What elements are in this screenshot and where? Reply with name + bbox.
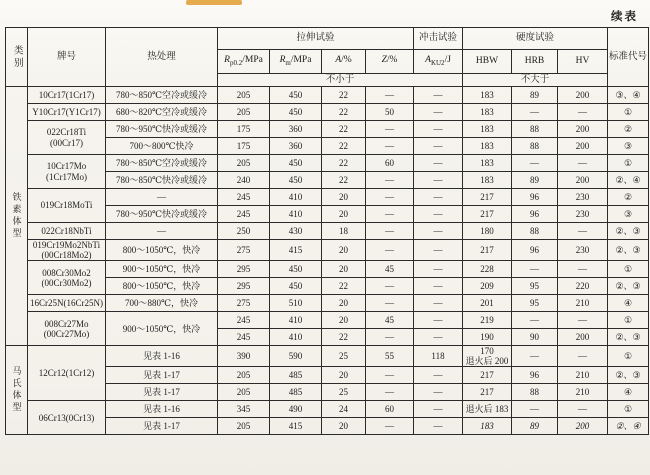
table-header — [6, 28, 649, 87]
standard-code-value: ② — [608, 189, 649, 206]
rm-value: 450 — [270, 172, 322, 189]
heat-treatment-cell: 见表 1-17 — [106, 418, 218, 435]
standard-code-value: ① — [608, 155, 649, 172]
impact-energy-value: — — [414, 261, 463, 278]
hbw-value: 170 退火后 200 — [463, 346, 512, 367]
standard-code-value: ②、③ — [608, 278, 649, 295]
standard-code-value: ① — [608, 104, 649, 121]
elongation-value: 22 — [322, 87, 366, 104]
hv-value: 210 — [558, 367, 608, 384]
heat-treatment-cell: 见表 1-17 — [106, 367, 218, 384]
heat-treatment-cell: 780～850℃空冷或缓冷 — [106, 87, 218, 104]
elongation-value: 20 — [322, 261, 366, 278]
reduction-value: — — [366, 329, 414, 346]
rp02-value: 205 — [218, 155, 270, 172]
hrb-value: — — [512, 155, 558, 172]
heat-treatment-cell: 780～950℃快冷或缓冷 — [106, 121, 218, 138]
elongation-value: 20 — [322, 312, 366, 329]
hrb-value: 96 — [512, 240, 558, 261]
rm-value: 415 — [270, 418, 322, 435]
grade-cell: 12Cr12(1Cr12) — [28, 346, 106, 401]
rp02-value: 390 — [218, 346, 270, 367]
rm-value: 590 — [270, 346, 322, 367]
heat-treatment-cell: 700～800℃快冷 — [106, 138, 218, 155]
rp02-value: 345 — [218, 401, 270, 418]
rm-value: 410 — [270, 312, 322, 329]
hrb-value: 95 — [512, 295, 558, 312]
impact-energy-value: — — [414, 329, 463, 346]
elongation-value: 20 — [322, 367, 366, 384]
hrb-value: — — [512, 401, 558, 418]
impact-energy-value: — — [414, 367, 463, 384]
impact-energy-value: — — [414, 172, 463, 189]
hv-value: 230 — [558, 206, 608, 223]
highlight-smudge — [186, 0, 242, 5]
rm-value: 360 — [270, 121, 322, 138]
impact-energy-value: — — [414, 401, 463, 418]
standard-code-value: ②、③ — [608, 240, 649, 261]
hrb-value: 88 — [512, 384, 558, 401]
elongation-value: 22 — [322, 172, 366, 189]
elongation-column-header: A/% — [322, 50, 366, 74]
hrb-value: — — [512, 346, 558, 367]
rm-value: 485 — [270, 384, 322, 401]
reduction-column-header: Z/% — [366, 50, 414, 74]
hrb-value: 96 — [512, 189, 558, 206]
impact-energy-value: 118 — [414, 346, 463, 367]
hrb-value: 96 — [512, 206, 558, 223]
standard-code-value: ②、③ — [608, 223, 649, 240]
hv-value: — — [558, 223, 608, 240]
elongation-value: 20 — [322, 189, 366, 206]
rp02-value: 240 — [218, 172, 270, 189]
hv-value: 200 — [558, 87, 608, 104]
hbw-value: 183 — [463, 87, 512, 104]
grade-cell: 06Cr13(0Cr13) — [28, 401, 106, 435]
standard-code-value: ②、③ — [608, 367, 649, 384]
elongation-value: 18 — [322, 223, 366, 240]
heat-treatment-cell: 780～850℃空冷或缓冷 — [106, 155, 218, 172]
grade-cell: 019Cr18MoTi — [28, 189, 106, 223]
tensile-test-header: 拉伸试验 — [218, 28, 414, 50]
hbw-value: 217 — [463, 206, 512, 223]
table-row — [6, 295, 649, 312]
hbw-value: 228 — [463, 261, 512, 278]
hrb-value: — — [512, 104, 558, 121]
rp02-column-header: $R_{p0.2}$/MPa — [218, 50, 270, 74]
hrb-value: — — [512, 261, 558, 278]
table-row — [6, 104, 649, 121]
impact-energy-value: — — [414, 87, 463, 104]
grade-cell: 16Cr25N(16Cr25N) — [28, 295, 106, 312]
reduction-value: — — [366, 172, 414, 189]
impact-energy-value: — — [414, 295, 463, 312]
not-less-than-label: 不小于 — [218, 74, 463, 87]
heat-treatment-cell: 680～820℃空冷或缓冷 — [106, 104, 218, 121]
hbw-value: 183 — [463, 138, 512, 155]
hv-value: 230 — [558, 189, 608, 206]
heat-treatment-cell: 900～1050℃，快冷 — [106, 312, 218, 346]
heat-treatment-cell: — — [106, 223, 218, 240]
rm-value: 450 — [270, 87, 322, 104]
hv-value: — — [558, 346, 608, 367]
hbw-value: 190 — [463, 329, 512, 346]
category-cell: 铁素体型 — [6, 87, 28, 346]
reduction-value: — — [366, 189, 414, 206]
hbw-value: 180 — [463, 223, 512, 240]
hv-value: 210 — [558, 295, 608, 312]
rm-value: 450 — [270, 155, 322, 172]
rp02-value: 175 — [218, 138, 270, 155]
reduction-value: — — [366, 418, 414, 435]
heat-treatment-cell: 700～880℃，快冷 — [106, 295, 218, 312]
table-row — [6, 401, 649, 418]
impact-energy-value: — — [414, 384, 463, 401]
hbw-value: 209 — [463, 278, 512, 295]
elongation-value: 22 — [322, 155, 366, 172]
standard-code-value: ① — [608, 261, 649, 278]
impact-energy-value: — — [414, 189, 463, 206]
elongation-value: 20 — [322, 206, 366, 223]
impact-test-header: 冲击试验 — [414, 28, 463, 50]
elongation-value: 22 — [322, 138, 366, 155]
rm-value: 415 — [270, 240, 322, 261]
rp02-value: 275 — [218, 295, 270, 312]
table-row — [6, 223, 649, 240]
reduction-value: 45 — [366, 312, 414, 329]
reduction-value: — — [366, 384, 414, 401]
hrb-value: 88 — [512, 121, 558, 138]
reduction-value: — — [366, 121, 414, 138]
hv-value: — — [558, 261, 608, 278]
standard-code-value: ③ — [608, 138, 649, 155]
standard-code-value: ②、④ — [608, 418, 649, 435]
elongation-value: 25 — [322, 346, 366, 367]
rp02-value: 205 — [218, 418, 270, 435]
reduction-value: — — [366, 367, 414, 384]
rp02-value: 275 — [218, 240, 270, 261]
category-cell: 马氏体型 — [6, 346, 28, 435]
standard-code-value: ① — [608, 401, 649, 418]
rm-value: 450 — [270, 104, 322, 121]
hv-value: 200 — [558, 329, 608, 346]
hrb-value: 88 — [512, 223, 558, 240]
reduction-value: — — [366, 223, 414, 240]
hv-value: 200 — [558, 138, 608, 155]
elongation-value: 22 — [322, 278, 366, 295]
table-row — [6, 240, 649, 261]
hbw-value: 退火后 183 — [463, 401, 512, 418]
heat-treatment-cell: 800～1050℃，快冷 — [106, 240, 218, 261]
rm-value: 430 — [270, 223, 322, 240]
rm-value: 450 — [270, 278, 322, 295]
rp02-value: 295 — [218, 261, 270, 278]
standard-code-value: ④ — [608, 295, 649, 312]
rm-value: 510 — [270, 295, 322, 312]
standard-code-value: ② — [608, 121, 649, 138]
heat-treatment-cell: 800～1050℃，快冷 — [106, 278, 218, 295]
impact-energy-value: — — [414, 312, 463, 329]
elongation-value: 20 — [322, 295, 366, 312]
hrb-value: — — [512, 312, 558, 329]
standard-code-value: ③、④ — [608, 87, 649, 104]
impact-energy-value: — — [414, 155, 463, 172]
hrb-value: 89 — [512, 172, 558, 189]
rp02-value: 205 — [218, 104, 270, 121]
hbw-value: 217 — [463, 189, 512, 206]
hv-column-header: HV — [558, 50, 608, 74]
elongation-value: 25 — [322, 384, 366, 401]
standard-code-value: ① — [608, 346, 649, 367]
table-row — [6, 261, 649, 278]
grade-cell: 008Cr27Mo (00Cr27Mo) — [28, 312, 106, 346]
hbw-value: 217 — [463, 367, 512, 384]
grade-cell: 022Cr18NbTi — [28, 223, 106, 240]
hbw-value: 183 — [463, 155, 512, 172]
rp02-value: 205 — [218, 367, 270, 384]
hrb-value: 89 — [512, 87, 558, 104]
rp02-value: 250 — [218, 223, 270, 240]
elongation-value: 22 — [322, 104, 366, 121]
reduction-value: 60 — [366, 155, 414, 172]
rm-value: 410 — [270, 206, 322, 223]
heat-treatment-cell: 见表 1-17 — [106, 384, 218, 401]
reduction-value: 60 — [366, 401, 414, 418]
hardness-test-header: 硬度试验 — [463, 28, 608, 50]
elongation-value: 20 — [322, 240, 366, 261]
grade-header: 牌号 — [28, 28, 106, 87]
reduction-value: — — [366, 87, 414, 104]
impact-energy-value: — — [414, 223, 463, 240]
hrb-value: 95 — [512, 278, 558, 295]
rp02-value: 245 — [218, 206, 270, 223]
grade-cell: 10Cr17Mo (1Cr17Mo) — [28, 155, 106, 189]
rm-value: 360 — [270, 138, 322, 155]
hv-value: — — [558, 104, 608, 121]
impact-energy-value: — — [414, 138, 463, 155]
category-header: 类别 — [6, 28, 28, 87]
hv-value: 210 — [558, 384, 608, 401]
hv-value: — — [558, 401, 608, 418]
reduction-value: 55 — [366, 346, 414, 367]
header-group-row — [6, 28, 649, 50]
hv-value: — — [558, 312, 608, 329]
reduction-value: — — [366, 206, 414, 223]
reduction-value: 50 — [366, 104, 414, 121]
standard-code-value: ④ — [608, 384, 649, 401]
hv-value: 200 — [558, 418, 608, 435]
reduction-value: — — [366, 278, 414, 295]
not-greater-than-label: 不大于 — [463, 74, 608, 87]
rm-value: 485 — [270, 367, 322, 384]
heat-treatment-cell: 见表 1-16 — [106, 401, 218, 418]
table-row — [6, 346, 649, 367]
impact-energy-column-header: $A_{KU2}/J$ — [414, 50, 463, 74]
hbw-value: 219 — [463, 312, 512, 329]
grade-cell: 10Cr17(1Cr17) — [28, 87, 106, 104]
hrb-value: 90 — [512, 329, 558, 346]
hbw-value: 217 — [463, 384, 512, 401]
standard-code-value: ① — [608, 312, 649, 329]
standard-code-value: ③ — [608, 206, 649, 223]
table-row — [6, 312, 649, 329]
heat-treatment-cell: 900～1050℃，快冷 — [106, 261, 218, 278]
standard-code-value: ②、④ — [608, 172, 649, 189]
hv-value: 230 — [558, 240, 608, 261]
rp02-value: 295 — [218, 278, 270, 295]
impact-energy-value: — — [414, 121, 463, 138]
elongation-value: 22 — [322, 121, 366, 138]
elongation-value: 20 — [322, 418, 366, 435]
hrb-value: 89 — [512, 418, 558, 435]
rm-value: 410 — [270, 189, 322, 206]
grade-cell: 022Cr18Ti (00Cr17) — [28, 121, 106, 155]
steel-properties-table — [5, 27, 649, 435]
rm-value: 490 — [270, 401, 322, 418]
hbw-value: 183 — [463, 172, 512, 189]
hrb-value: 96 — [512, 367, 558, 384]
table-row — [6, 155, 649, 172]
hv-value: 200 — [558, 121, 608, 138]
hbw-value: 183 — [463, 104, 512, 121]
impact-energy-value: — — [414, 418, 463, 435]
elongation-value: 24 — [322, 401, 366, 418]
hv-value: — — [558, 155, 608, 172]
hbw-value: 201 — [463, 295, 512, 312]
rp02-value: 175 — [218, 121, 270, 138]
grade-cell: 019Cr19Mo2NbTi (00Cr18Mo2) — [28, 240, 106, 261]
reduction-value: — — [366, 295, 414, 312]
table-body — [6, 87, 649, 435]
grade-cell: Y10Cr17(Y1Cr17) — [28, 104, 106, 121]
hbw-column-header: HBW — [463, 50, 512, 74]
rp02-value: 245 — [218, 189, 270, 206]
rm-value: 410 — [270, 329, 322, 346]
impact-energy-value: — — [414, 104, 463, 121]
impact-energy-value: — — [414, 240, 463, 261]
rp02-value: 245 — [218, 312, 270, 329]
standard-code-header: 标准代号 — [608, 28, 649, 87]
heat-treatment-cell: 780～850℃快冷或缓冷 — [106, 172, 218, 189]
reduction-value: 45 — [366, 261, 414, 278]
standard-code-value: ②、③ — [608, 329, 649, 346]
impact-energy-value: — — [414, 206, 463, 223]
hrb-column-header: HRB — [512, 50, 558, 74]
hv-value: 220 — [558, 278, 608, 295]
rm-column-header: $R_m$/MPa — [270, 50, 322, 74]
hrb-value: 88 — [512, 138, 558, 155]
impact-energy-value: — — [414, 278, 463, 295]
grade-cell: 008Cr30Mo2 (00Cr30Mo2) — [28, 261, 106, 295]
reduction-value: — — [366, 138, 414, 155]
hbw-value: 183 — [463, 121, 512, 138]
heat-treatment-header: 热处理 — [106, 28, 218, 87]
elongation-value: 22 — [322, 329, 366, 346]
rp02-value: 245 — [218, 329, 270, 346]
hbw-value: 217 — [463, 240, 512, 261]
hv-value: 200 — [558, 172, 608, 189]
heat-treatment-cell: 见表 1-16 — [106, 346, 218, 367]
table-row — [6, 121, 649, 138]
table-row — [6, 189, 649, 206]
reduction-value: — — [366, 240, 414, 261]
rp02-value: 205 — [218, 87, 270, 104]
hbw-value: 183 — [463, 418, 512, 435]
rp02-value: 205 — [218, 384, 270, 401]
rm-value: 450 — [270, 261, 322, 278]
heat-treatment-cell: 780～950℃快冷或缓冷 — [106, 206, 218, 223]
heat-treatment-cell: — — [106, 189, 218, 206]
table-row — [6, 87, 649, 104]
continued-table-label: 续表 — [611, 11, 638, 23]
